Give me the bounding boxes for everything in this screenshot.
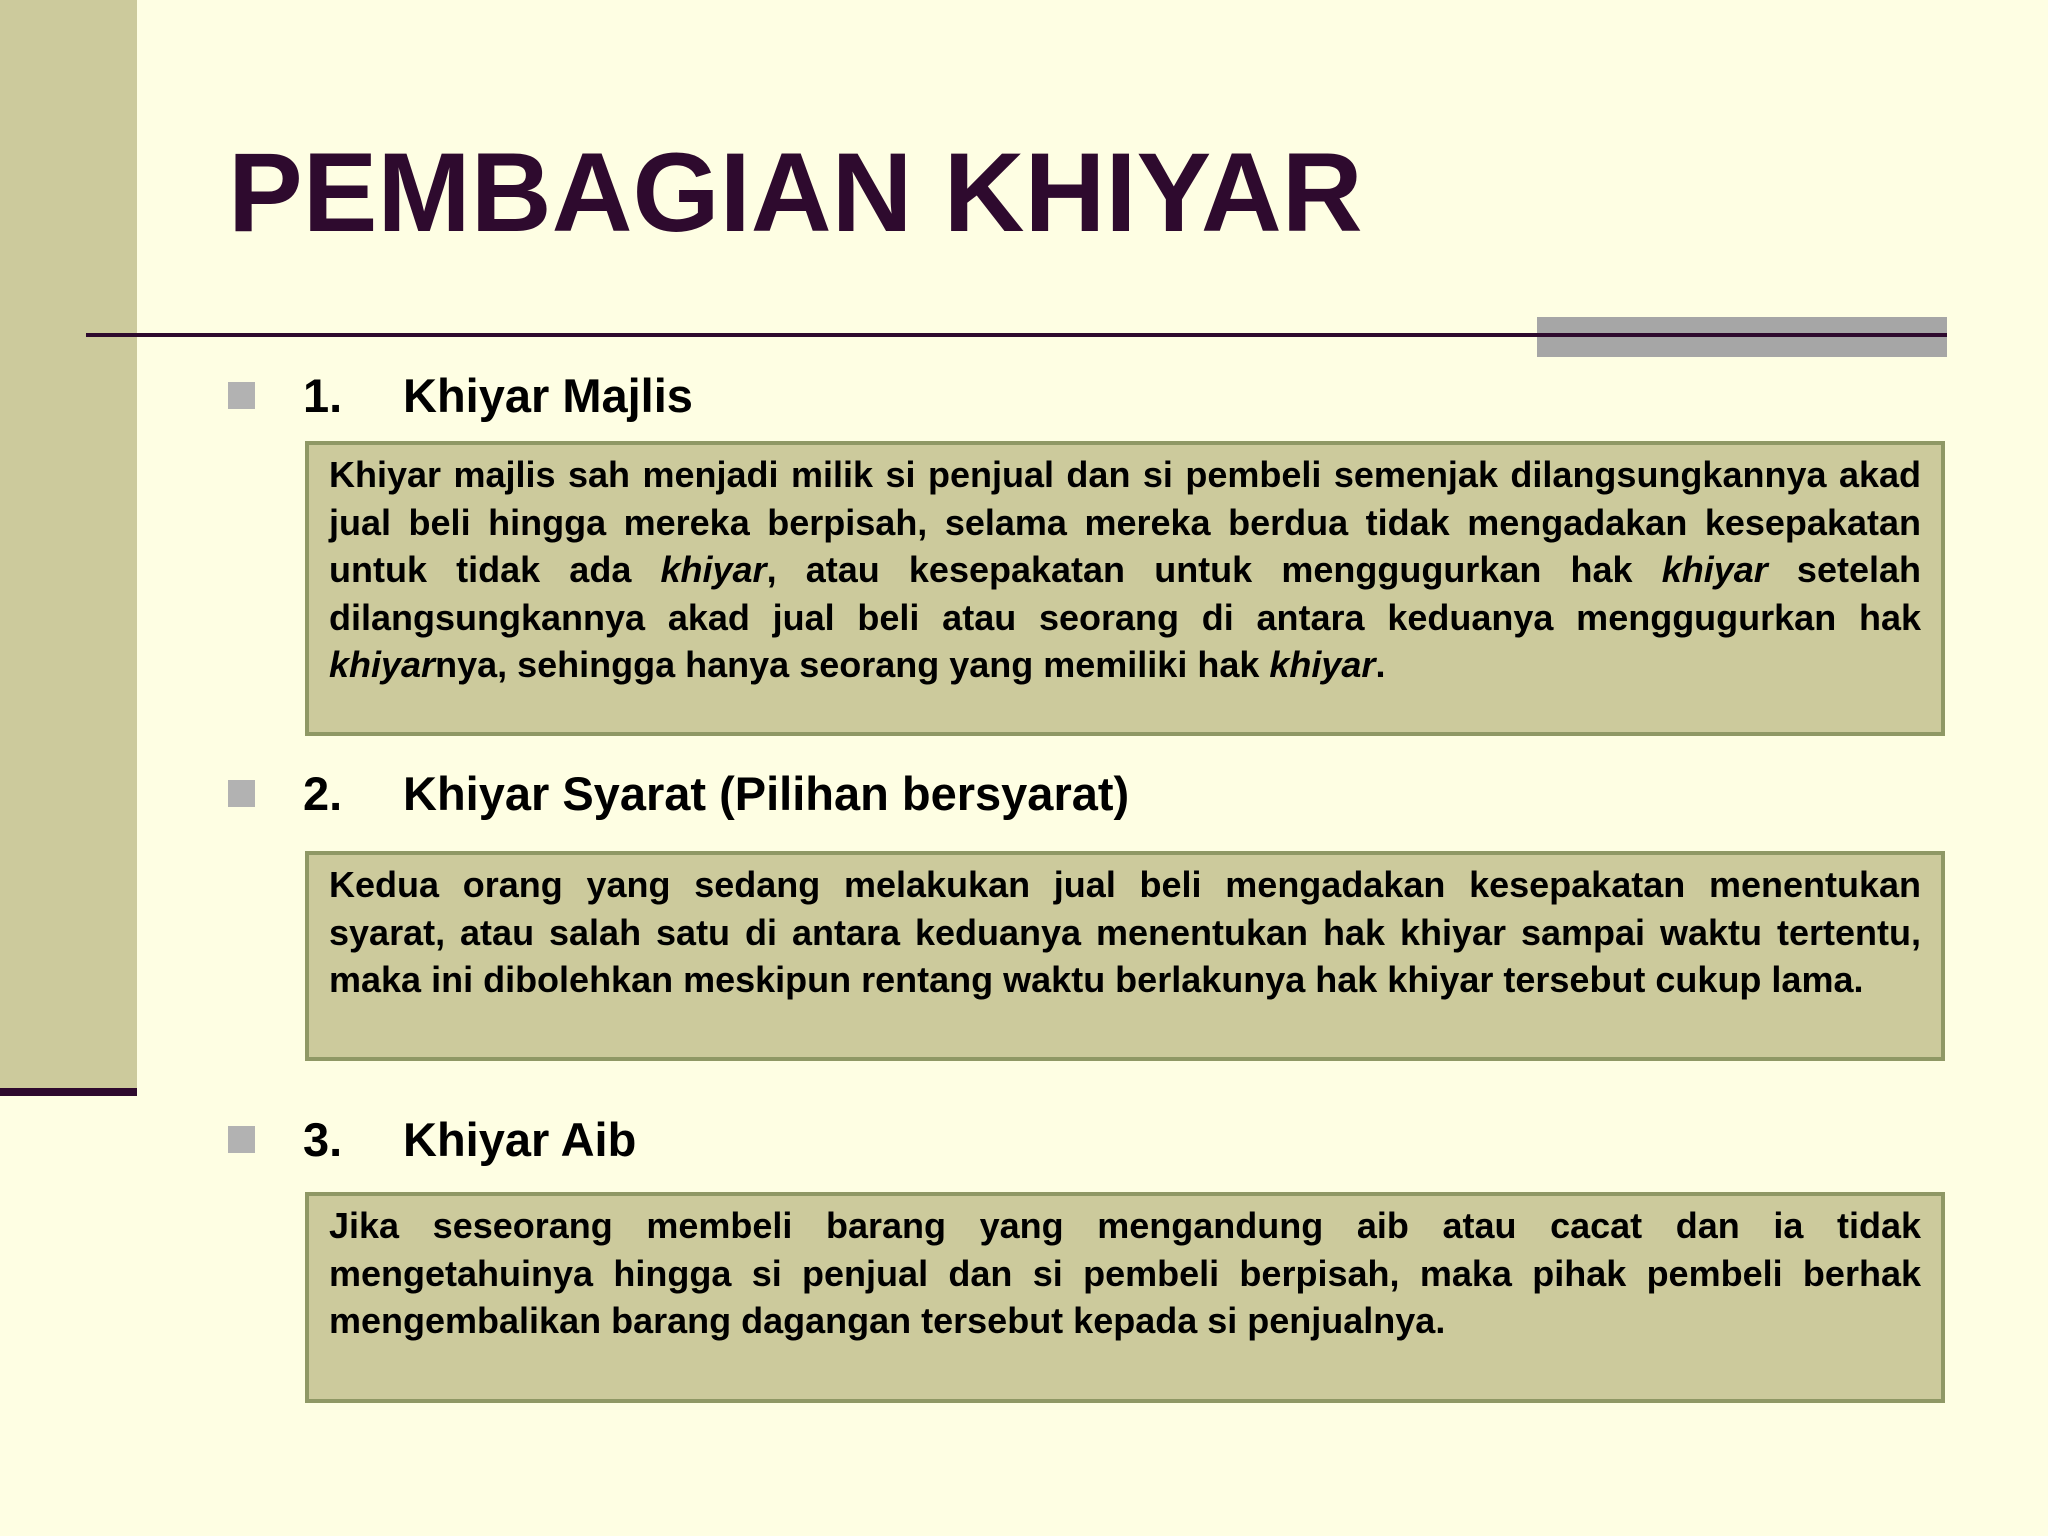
square-bullet-icon	[228, 382, 255, 409]
body-text	[329, 454, 1921, 685]
item-body-box-1	[305, 441, 1945, 736]
body-run: Jika seseorang membeli barang yang mengandung aib atau cacat dan ia tidak mengetahuinya hingga si penjual dan si pembeli berpisah, maka pihak pembeli berhak mengembalikan barang dagangan tersebut kepada si penjualnya.	[329, 1205, 1921, 1341]
item-body-box-2	[305, 851, 1945, 1061]
body-run: setelah dilangsungkannya akad jual beli atau seorang di antara keduanya menggugurkan hak	[329, 549, 1921, 638]
square-bullet-icon	[228, 1126, 255, 1153]
item-number: 1.	[303, 368, 343, 422]
item-title: Khiyar Aib	[403, 1112, 637, 1166]
title-rule	[86, 333, 1947, 337]
item-title: Khiyar Majlis	[403, 368, 693, 422]
body-run: Kedua orang yang sedang melakukan jual beli mengadakan kesepakatan menentukan syarat, atau salah satu di antara keduanya menentukan hak khiyar sampai waktu tertentu, maka ini dibolehkan meskipun rentang waktu berlakunya hak khiyar tersebut cukup lama.	[329, 864, 1921, 1000]
body-run: .	[1375, 644, 1386, 685]
title-rule-shadow	[1537, 317, 1947, 357]
italic-term: khiyar	[660, 549, 767, 590]
body-text	[329, 1205, 1921, 1341]
item-heading-3	[228, 1109, 1928, 1169]
italic-term: khiyar	[329, 644, 436, 685]
body-text	[329, 864, 1921, 1000]
body-run: Khiyar majlis sah menjadi milik si penjual dan si pembeli semenjak dilangsungkannya akad jual beli hingga mereka berpisah, selama mereka berdua tidak mengadakan kesepakatan untuk tidak ada	[329, 454, 1921, 590]
side-band	[0, 0, 137, 1090]
item-body-box-3	[305, 1192, 1945, 1403]
slide-title: PEMBAGIAN KHIYAR	[228, 130, 1363, 255]
square-bullet-icon	[228, 780, 255, 807]
item-heading-2	[228, 763, 1928, 823]
item-number: 2.	[303, 766, 343, 820]
italic-term: khiyar	[1269, 644, 1376, 685]
item-heading-1	[228, 365, 1928, 425]
body-run: , atau kesepakatan untuk menggugurkan hak	[766, 549, 1662, 590]
body-run: nya, sehingga hanya seorang yang memiliki hak	[435, 644, 1270, 685]
item-number: 3.	[303, 1112, 343, 1166]
side-accent-bar	[0, 1088, 137, 1096]
italic-term: khiyar	[1661, 549, 1768, 590]
item-title: Khiyar Syarat (Pilihan bersyarat)	[403, 766, 1130, 820]
